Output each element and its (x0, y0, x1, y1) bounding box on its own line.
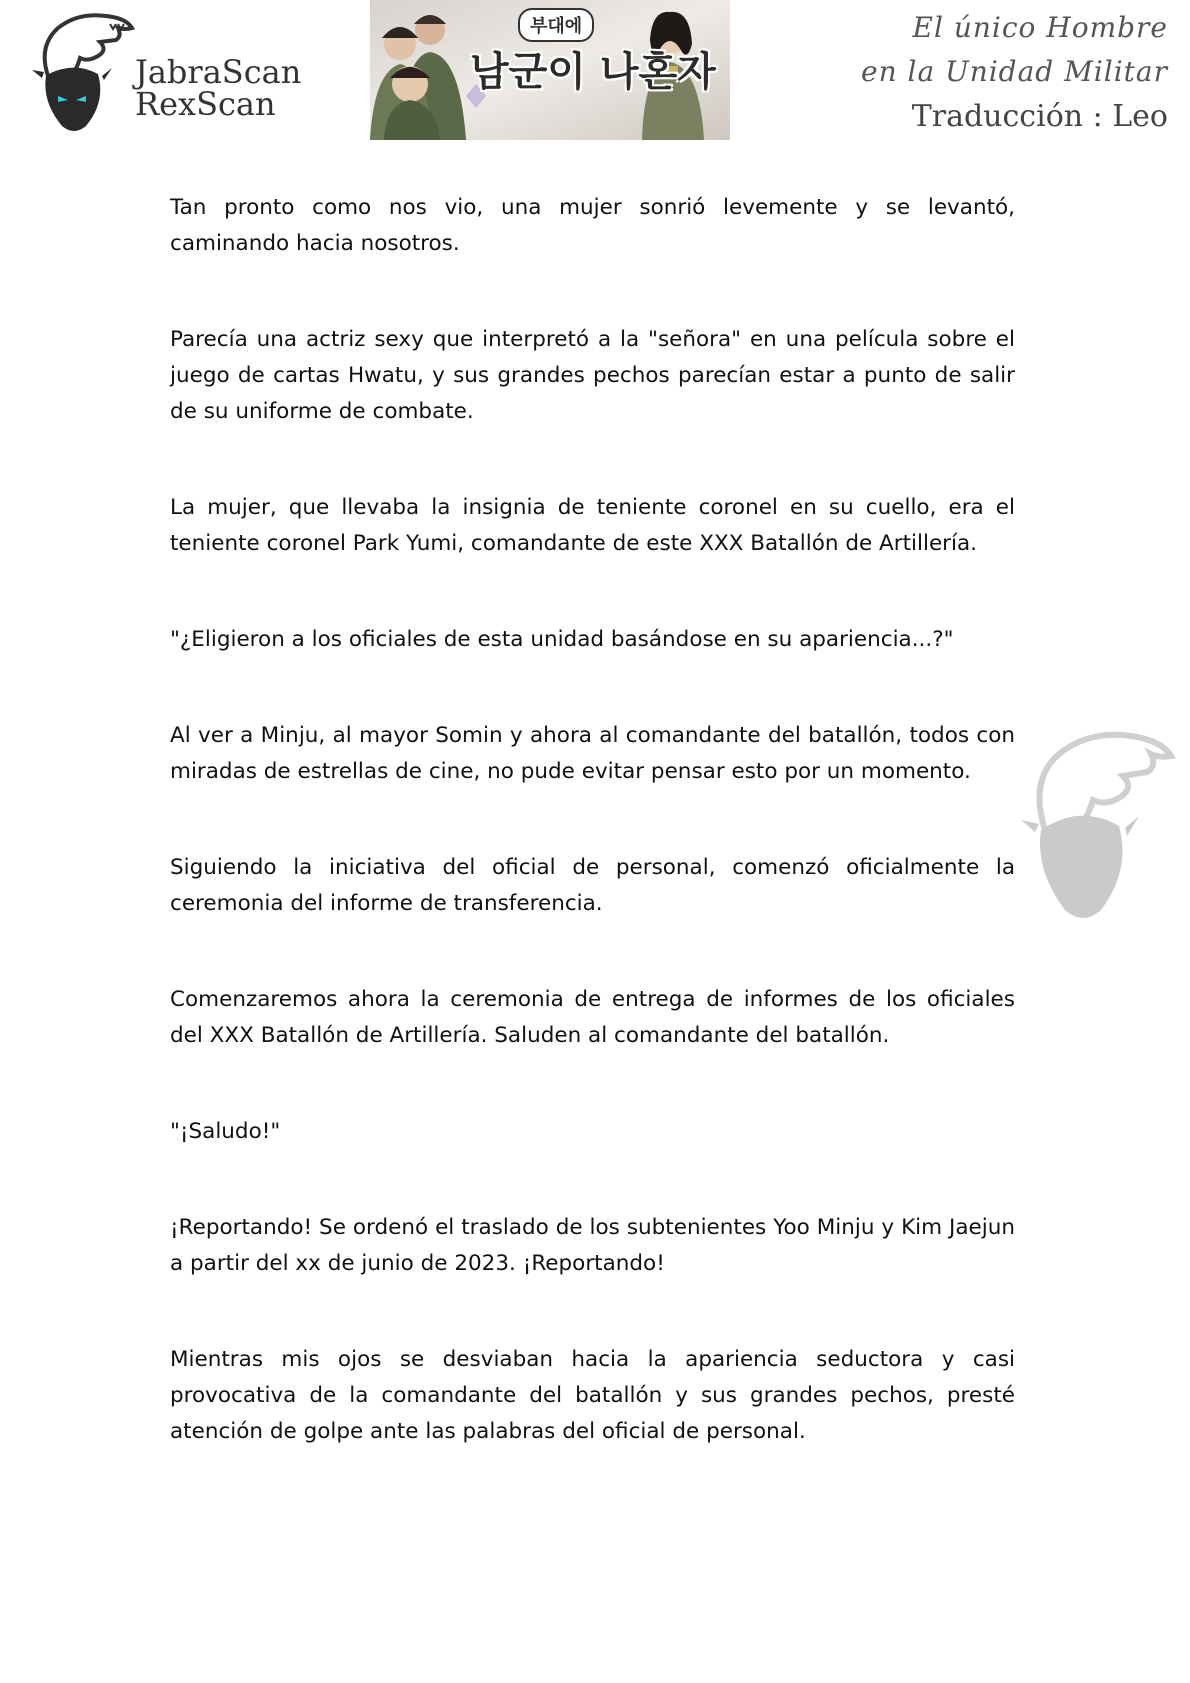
dinosaur-watermark-icon (1015, 720, 1185, 935)
series-title (861, 6, 1168, 140)
dinosaur-logo-icon (28, 6, 148, 138)
page-header (0, 0, 1190, 150)
cover-image (370, 0, 730, 140)
brand-line-2: RexScan (135, 85, 276, 123)
paragraph: "¡Saludo!" (170, 1119, 281, 1144)
paragraph: Parecía una actriz sexy que interpretó a la "señora" en una película sobre el juego de cartas Hwatu, y sus grandes pechos parecían estar a punto de salir de su uniforme de combate. (170, 327, 1015, 424)
paragraph: Tan pronto como nos vio, una mujer sonrió levemente y se levantó, caminando hacia nosotros. (170, 195, 1015, 256)
series-title-line-1: El único Hombre (912, 11, 1168, 44)
paragraph: Mientras mis ojos se desviaban hacia la apariencia seductora y casi provocativa de la comandante del batallón y sus grandes pechos, presté atención de golpe ante las palabras del oficial de personal. (170, 1347, 1015, 1444)
paragraph: "¿Eligieron a los oficiales de esta unidad basándose en su apariencia...?" (170, 627, 954, 652)
series-title-line-2: en la Unidad Militar (861, 55, 1168, 88)
paragraph: Al ver a Minju, al mayor Somin y ahora al comandante del batallón, todos con miradas de estrellas de cine, no pude evitar pensar esto por un momento. (170, 723, 1015, 784)
cover-title: 남군이 나혼자 (470, 49, 716, 95)
paragraph: ¡Reportando! Se ordenó el traslado de los subtenientes Yoo Minju y Kim Jaejun a partir del xx de junio de 2023. ¡Reportando! (170, 1215, 1015, 1276)
brand-line-1: JabraScan (135, 53, 302, 91)
paragraph: La mujer, que llevaba la insignia de teniente coronel en su cuello, era el teniente coronel Park Yumi, comandante de este XXX Batallón de Artillería. (170, 495, 1015, 556)
brand-name (135, 53, 302, 123)
translator-credit: Traducción : Leo (911, 99, 1168, 134)
paragraph: Siguiendo la iniciativa del oficial de personal, comenzó oficialmente la ceremonia del informe de transferencia. (170, 855, 1015, 916)
paragraph: Comenzaremos ahora la ceremonia de entrega de informes de los oficiales del XXX Batallón de Artillería. Saluden al comandante del batallón. (170, 987, 1015, 1048)
cover-subtitle: 부대에 (518, 8, 594, 42)
document-body (170, 190, 1015, 1510)
